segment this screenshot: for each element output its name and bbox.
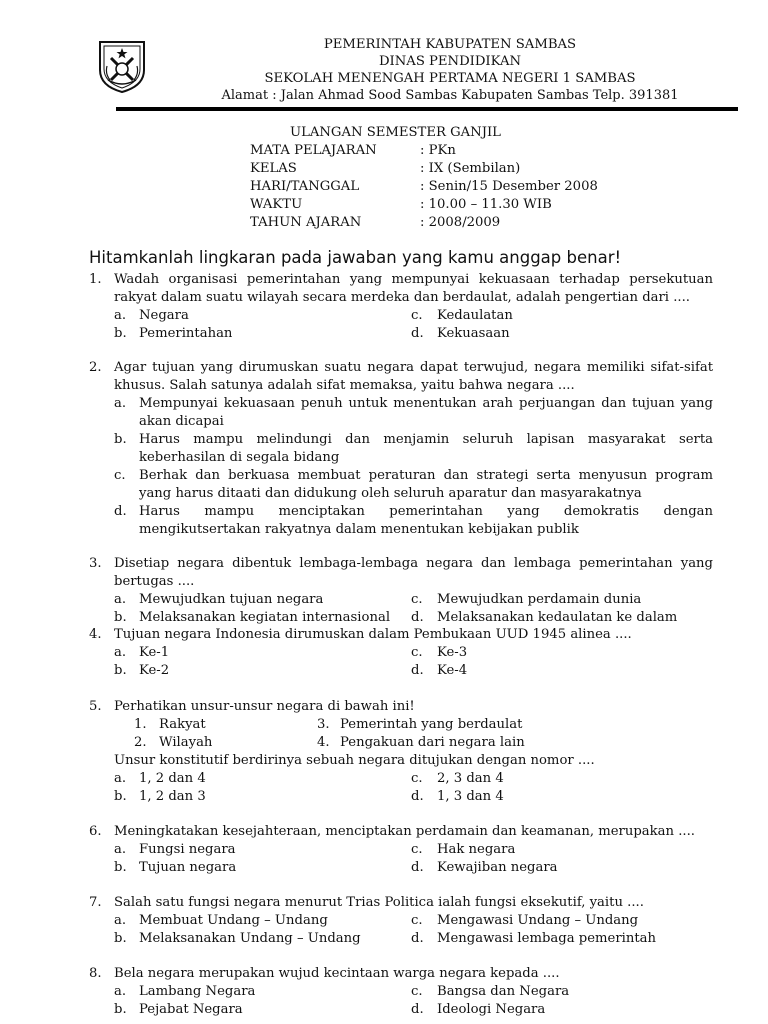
option-label: b.	[114, 931, 127, 946]
option-row	[89, 770, 713, 788]
option-label: b.	[114, 610, 127, 625]
option-row	[89, 662, 713, 680]
option-label: d.	[411, 789, 424, 804]
option-a[interactable]: Mewujudkan tujuan negara	[139, 592, 324, 607]
option-a[interactable]	[89, 395, 713, 431]
meta-label: HARI/TANGGAL	[250, 179, 360, 194]
question-text: Meningkatakan kesejahteraan, menciptakan perdamain dan keamanan, merupakan ....	[114, 824, 695, 839]
option-label: b.	[114, 326, 127, 341]
option-c[interactable]: Bangsa dan Negara	[437, 984, 570, 999]
meta-row-subject	[250, 142, 598, 160]
element-text: Pengakuan dari negara lain	[340, 735, 525, 750]
option-label: a.	[114, 842, 127, 857]
option-a[interactable]: Membuat Undang – Undang	[139, 913, 328, 928]
question-text: Tujuan negara Indonesia dirumuskan dalam Pembukaan UUD 1945 alinea ....	[114, 627, 632, 642]
option-row	[89, 912, 713, 930]
option-label: d.	[114, 504, 127, 519]
meta-label: WAKTU	[250, 197, 303, 212]
option-label: d.	[411, 860, 424, 875]
option-a[interactable]: Fungsi negara	[139, 842, 236, 857]
meta-value: : PKn	[420, 143, 456, 158]
question-text: Agar tujuan yang dirumuskan suatu negara dapat terwujud, negara memiliki sifat-sifat khusus. Salah satunya adalah sifat memaksa, yaitu bahwa negara ....	[114, 360, 713, 393]
meta-row-class	[250, 160, 598, 178]
meta-value: : Senin/15 Desember 2008	[420, 179, 598, 194]
option-a[interactable]: Lambang Negara	[139, 984, 256, 999]
option-d[interactable]: Melaksanakan kedaulatan ke dalam	[437, 610, 678, 625]
question-number: 6.	[89, 824, 102, 839]
option-c[interactable]: Kedaulatan	[437, 308, 513, 323]
option-label: d.	[411, 931, 424, 946]
option-b[interactable]: Pejabat Negara	[139, 1002, 243, 1017]
instruction-text: Hitamkanlah lingkaran pada jawaban yang kamu anggap benar!	[89, 248, 622, 267]
option-row	[89, 983, 713, 1001]
option-row	[89, 1001, 713, 1019]
option-c[interactable]: Hak negara	[437, 842, 516, 857]
option-row	[89, 859, 713, 877]
question-8	[89, 965, 713, 1019]
question-prompt: Unsur konstitutif berdirinya sebuah negara ditujukan dengan nomor ....	[114, 753, 595, 768]
option-label: b.	[114, 432, 127, 447]
option-label: b.	[114, 860, 127, 875]
option-label: c.	[411, 308, 423, 323]
option-label: b.	[114, 663, 127, 678]
question-text: Perhatikan unsur-unsur negara di bawah ini!	[114, 699, 415, 714]
option-row	[89, 644, 713, 662]
option-d[interactable]: Kewajiban negara	[437, 860, 558, 875]
option-label: c.	[411, 984, 423, 999]
letterhead-address: Alamat : Jalan Ahmad Sood Sambas Kabupaten Sambas Telp. 391381	[221, 88, 679, 103]
element-number: 1.	[134, 717, 147, 732]
option-b[interactable]: Melaksanakan Undang – Undang	[139, 931, 361, 946]
question-text: Wadah organisasi pemerintahan yang mempunyai kekuasaan terhadap persekutuan rakyat dalam suatu wilayah secara merdeka dan berdaulat, adalah pengertian dari ....	[114, 272, 713, 305]
meta-value: : 2008/2009	[420, 215, 501, 230]
option-c[interactable]: Mengawasi Undang – Undang	[437, 913, 639, 928]
letterhead-government: PEMERINTAH KABUPATEN SAMBAS	[323, 37, 577, 52]
question-number: 5.	[89, 699, 102, 714]
option-d[interactable]: 1, 3 dan 4	[437, 789, 504, 804]
option-c[interactable]: 2, 3 dan 4	[437, 771, 504, 786]
option-d[interactable]: Mengawasi lembaga pemerintah	[437, 931, 656, 946]
option-b[interactable]	[89, 431, 713, 467]
question-3	[89, 555, 713, 627]
element-row	[89, 734, 713, 752]
option-label: a.	[114, 396, 127, 411]
option-label: a.	[114, 984, 127, 999]
exam-title: ULANGAN SEMESTER GANJIL	[290, 125, 501, 140]
option-label: d.	[411, 1002, 424, 1017]
option-row	[89, 788, 713, 806]
meta-value: : IX (Sembilan)	[420, 161, 521, 176]
question-6	[89, 823, 713, 877]
letterhead-school: SEKOLAH MENENGAH PERTAMA NEGERI 1 SAMBAS	[264, 71, 636, 86]
option-label: c.	[411, 771, 423, 786]
meta-label: TAHUN AJARAN	[250, 215, 362, 230]
option-row	[89, 307, 713, 325]
option-c[interactable]: Ke-3	[437, 645, 468, 660]
option-d[interactable]: Kekuasaan	[437, 326, 510, 341]
option-label: a.	[114, 913, 127, 928]
option-label: c.	[411, 842, 423, 857]
question-number: 1.	[89, 272, 102, 287]
element-number: 3.	[317, 717, 330, 732]
option-b[interactable]: Ke-2	[139, 663, 170, 678]
element-row	[89, 716, 713, 734]
option-a[interactable]: 1, 2 dan 4	[139, 771, 206, 786]
question-number: 4.	[89, 627, 102, 642]
option-label: c.	[411, 592, 423, 607]
meta-label: KELAS	[250, 161, 297, 176]
option-d[interactable]: Ke-4	[437, 663, 468, 678]
exam-meta-table	[250, 142, 598, 232]
element-text: Pemerintah yang berdaulat	[340, 717, 523, 732]
element-number: 4.	[317, 735, 330, 750]
question-text: Salah satu fungsi negara menurut Trias Politica ialah fungsi eksekutif, yaitu ....	[114, 895, 644, 910]
element-number: 2.	[134, 735, 147, 750]
letterhead-department: DINAS PENDIDIKAN	[378, 54, 522, 69]
option-text: Harus mampu menciptakan pemerintahan yang demokratis dengan mengikutsertakan rakyatnya dalam menentukan kebijakan publik	[139, 504, 713, 537]
option-label: a.	[114, 771, 127, 786]
question-text: Bela negara merupakan wujud kecintaan warga negara kepada ....	[114, 966, 560, 981]
meta-row-academic-year	[250, 214, 598, 232]
option-row	[89, 609, 713, 627]
option-label: b.	[114, 1002, 127, 1017]
option-label: d.	[411, 326, 424, 341]
option-a[interactable]: Negara	[139, 308, 189, 323]
question-1	[89, 271, 713, 343]
question-text: Disetiap negara dibentuk lembaga-lembaga negara dan lembaga pemerintahan yang bertugas ....	[114, 556, 713, 589]
question-number: 7.	[89, 895, 102, 910]
option-label: a.	[114, 592, 127, 607]
element-text: Wilayah	[159, 735, 213, 750]
option-row	[89, 591, 713, 609]
option-label: a.	[114, 308, 127, 323]
question-number: 3.	[89, 556, 102, 571]
option-row	[89, 325, 713, 343]
meta-row-date	[250, 178, 598, 196]
element-text: Rakyat	[159, 717, 206, 732]
option-label: c.	[114, 468, 126, 483]
question-number: 2.	[89, 360, 102, 375]
letterhead-divider	[116, 107, 738, 111]
option-c[interactable]: Mewujudkan perdamain dunia	[437, 592, 642, 607]
option-label: c.	[411, 645, 423, 660]
question-7	[89, 894, 713, 948]
meta-row-time	[250, 196, 598, 214]
meta-label: MATA PELAJARAN	[250, 143, 377, 158]
option-row	[89, 930, 713, 948]
option-text: Mempunyai kekuasaan penuh untuk menentukan arah perjuangan dan tujuan yang akan dicapai	[139, 396, 713, 429]
question-2	[89, 359, 713, 539]
question-4	[89, 626, 713, 680]
option-text: Harus mampu melindungi dan menjamin seluruh lapisan masyarakat serta keberhasilan di segala bidang	[139, 432, 713, 465]
letterhead	[160, 36, 740, 104]
option-row	[89, 841, 713, 859]
option-b[interactable]: 1, 2 dan 3	[139, 789, 206, 804]
option-label: b.	[114, 789, 127, 804]
option-label: c.	[411, 913, 423, 928]
option-a[interactable]: Ke-1	[139, 645, 170, 660]
question-5	[89, 698, 713, 806]
option-b[interactable]: Tujuan negara	[139, 860, 237, 875]
option-b[interactable]: Pemerintahan	[139, 326, 233, 341]
option-label: d.	[411, 610, 424, 625]
district-emblem-logo	[94, 36, 150, 94]
option-b[interactable]: Melaksanakan kegiatan internasional	[139, 610, 391, 625]
option-text: Berhak dan berkuasa membuat peraturan dan strategi serta menyusun program yang harus ditaati dan didukung oleh seluruh aparatur dan masyarakatnya	[139, 468, 713, 501]
option-c[interactable]	[89, 467, 713, 503]
option-d[interactable]: Ideologi Negara	[437, 1002, 546, 1017]
option-d[interactable]	[89, 503, 713, 539]
option-label: d.	[411, 663, 424, 678]
question-number: 8.	[89, 966, 102, 981]
option-label: a.	[114, 645, 127, 660]
meta-value: : 10.00 – 11.30 WIB	[420, 197, 552, 212]
